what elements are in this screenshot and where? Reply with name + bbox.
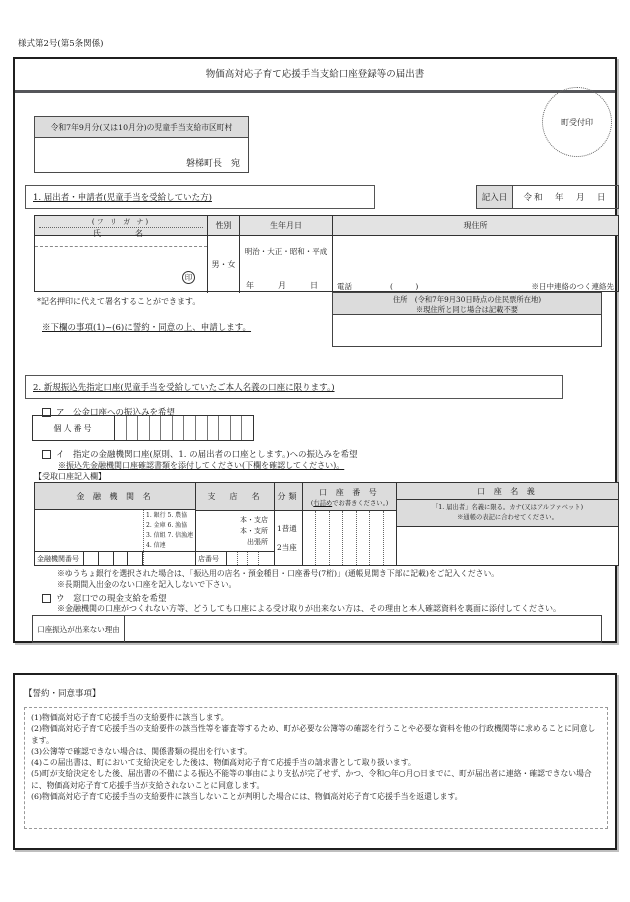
option-c-note: ※金融機関の口座がつくれない方等、どうしても口座による受け取りが出来ない方は、その理由と本人確認資料を裏面に添付してください。 <box>57 604 561 613</box>
dob-fields: 年 月 日 <box>246 281 326 290</box>
account-holder-column <box>397 483 618 565</box>
address-input-cell[interactable] <box>333 236 618 293</box>
branch-option-line[interactable]: 出張所 <box>247 537 268 546</box>
digit-cell[interactable] <box>115 416 127 440</box>
name-column-header <box>35 216 208 236</box>
fill-date-label: 記入日 <box>477 186 513 208</box>
no-transfer-reason-label: 口座振込が出来ない理由 <box>33 616 125 642</box>
individual-number-digits <box>115 416 253 440</box>
town-receipt-stamp-area <box>542 87 612 157</box>
digit-cell[interactable] <box>184 416 196 440</box>
account-number-note: (右詰めでお書きください。) <box>310 499 389 507</box>
account-number-digits <box>303 511 396 565</box>
option-b-checkbox[interactable] <box>42 450 51 459</box>
addressee-name: 磐梯町長 宛 <box>185 159 240 169</box>
pledge-heading: 【誓約・同意事項】 <box>24 689 101 699</box>
digit-cell[interactable] <box>99 552 114 565</box>
account-number-header: 口 座 番 号 (右詰めでお書きください。) <box>303 483 396 511</box>
digit-cell[interactable] <box>208 416 220 440</box>
branch-options <box>196 511 274 553</box>
bank-type-line: 1. 銀行 5. 農協 <box>146 512 188 520</box>
digit-cell[interactable] <box>343 511 356 565</box>
account-type-header: 分類 <box>275 483 302 511</box>
furigana-label: (フ リ ガ ナ) <box>39 217 203 228</box>
no-transfer-reason-input[interactable] <box>125 616 601 642</box>
branch-option-line[interactable]: 本・支所 <box>240 526 268 535</box>
option-b-row <box>42 448 358 460</box>
registered-address-header: 住所 (令和7年9月30日時点の住民票所在地) ※現住所と同じ場合は記載不要 <box>333 293 601 315</box>
individual-number-block <box>32 415 254 441</box>
pledge-item: (2)物価高対応子育て応援手当の支給要件の該当性等を審査等するため、町が必要な公簿等の確認を行うことや必要な資料を他の行政機関等に求めることに同意します。 <box>31 724 596 745</box>
digit-cell[interactable] <box>303 511 316 565</box>
digit-cell[interactable] <box>114 552 129 565</box>
main-form-box <box>13 57 617 643</box>
digit-cell[interactable] <box>330 511 343 565</box>
benefit-period-label: 令和7年9月分(又は10月分)の児童手当支給市区町村 <box>34 116 249 138</box>
bank-fill-caption: 【受取口座記入欄】 <box>34 472 106 481</box>
account-type-option[interactable]: 1普通 <box>277 524 297 533</box>
option-c-checkbox[interactable] <box>42 594 51 603</box>
pledge-reference-note: ※下欄の事項(1)~(6)に誓約・同意の上、申請します。 <box>42 323 252 333</box>
bank-code-row <box>35 552 195 565</box>
option-c-label: ウ 窓口での現金支給を希望 <box>56 594 167 604</box>
branch-option-line[interactable]: 本・支店 <box>240 515 268 524</box>
registered-address-box <box>332 292 602 347</box>
dormant-account-note: ※長期間入出金のない口座を記入しないで下さい。 <box>57 580 237 589</box>
dob-column-header: 生年月日 <box>240 216 333 236</box>
branch-column <box>196 483 275 565</box>
section2-heading: 2. 新規振込先指定口座(児童手当を受給していたご本人名義の口座に限ります。) <box>25 375 563 399</box>
option-b-label: イ 指定の金融機関口座(原則、1. の届出者の口座とします。)への振込みを希望 <box>56 450 358 460</box>
digit-cell[interactable] <box>384 511 396 565</box>
digit-cell[interactable] <box>242 416 253 440</box>
individual-number-label: 個人番号 <box>33 416 115 440</box>
furigana-input-area[interactable] <box>35 236 207 247</box>
account-type-options <box>275 511 302 565</box>
digit-cell[interactable] <box>219 416 231 440</box>
digit-cell[interactable] <box>248 552 259 565</box>
digit-cell[interactable] <box>161 416 173 440</box>
addressee-block <box>34 116 249 173</box>
pledge-item: (6)物価高対応子育て応援手当の支給要件に該当しないことが判明した場合には、物価高対応子育て応援手当を返還します。 <box>31 792 463 802</box>
bank-type-codes <box>143 510 195 551</box>
digit-cell[interactable] <box>84 552 99 565</box>
pledge-item: (1)物価高対応子育て応援手当の支給要件に該当します。 <box>31 713 229 722</box>
pledge-box <box>13 673 617 850</box>
address-column-header: 現住所 <box>333 216 618 236</box>
account-holder-header: 口 座 名 義 <box>397 483 618 500</box>
phone-note: ※日中連絡のつく連絡先 <box>531 282 614 291</box>
pledge-item: (5)町が支給決定をした後、届出書の不備による振込不能等の事由により支払が完了せず、かつ、令和○年○月○日までに、町が届出者に連絡・確認できない場合に、物価高対応子育て応援手当が支給されないことに同意します。 <box>31 769 592 790</box>
dob-input-cell[interactable] <box>240 236 333 293</box>
digit-cell[interactable] <box>316 511 329 565</box>
address-write-area[interactable] <box>333 236 618 281</box>
bank-name-body <box>35 510 195 552</box>
account-type-column <box>275 483 303 565</box>
fill-date-input[interactable]: 令和 年 月 日 <box>523 193 608 203</box>
bank-name-input[interactable] <box>35 510 143 551</box>
digit-cell[interactable] <box>370 511 383 565</box>
option-a-label: ア 公金口座への振込みを希望 <box>56 408 176 418</box>
name-label: 氏 名 <box>93 229 149 238</box>
seal-mark: 印 <box>182 271 195 284</box>
fill-date-block <box>476 185 619 209</box>
digit-cell[interactable] <box>150 416 162 440</box>
yucho-note: ※ゆうちょ銀行を選択された場合は、「振込用の店名・預金種目・口座番号(7桁)」(通帳見開き下部に記載)をご記入ください。 <box>57 569 500 578</box>
option-b-note: ※振込先金融機関口座確認書類を添付してください(下欄を確認してください)。 <box>58 461 345 470</box>
phone-label: 電話 <box>337 282 352 291</box>
phone-parens: ( ) <box>390 282 419 291</box>
bank-name-column <box>35 483 196 565</box>
branch-code-label: 店番号 <box>198 554 219 563</box>
bank-type-line: 2. 金庫 6. 漁協 <box>146 522 188 530</box>
digit-cell[interactable] <box>196 416 208 440</box>
digit-cell[interactable] <box>357 511 370 565</box>
digit-cell[interactable] <box>128 552 143 565</box>
registered-address-input[interactable] <box>333 315 601 347</box>
digit-cell[interactable] <box>227 552 238 565</box>
section1-heading: 1. 届出者・申請者(児童手当を受給していた方) <box>25 185 375 209</box>
digit-cell[interactable] <box>231 416 243 440</box>
no-transfer-reason-block <box>32 615 602 643</box>
branch-code-row <box>196 552 274 565</box>
pledge-item: (3)公簿等で確認できない場合は、関係書類の提出を行います。 <box>31 746 252 756</box>
digit-cell[interactable] <box>238 552 249 565</box>
bank-type-line: 3. 信組 7. 信漁連 <box>146 532 194 540</box>
bank-code-digits <box>83 552 143 565</box>
branch-code-digits <box>226 552 259 565</box>
sex-select-cell[interactable]: 男・女 <box>208 236 240 293</box>
branch-header: 支 店 名 <box>196 483 274 511</box>
era-options[interactable]: 明治・大正・昭和・平成 <box>244 247 328 256</box>
digit-cell[interactable] <box>138 416 150 440</box>
pledge-item: (4)この届出書は、町において支給決定をした後は、物価高対応子育て応援手当の請求書として取り扱います。 <box>31 758 416 768</box>
digit-cell[interactable] <box>127 416 139 440</box>
pledge-items <box>24 707 608 829</box>
bank-name-header: 金 融 機 関 名 <box>35 483 195 510</box>
bank-type-line: 4. 信連 <box>146 542 166 550</box>
digit-cell[interactable] <box>173 416 185 440</box>
applicant-table <box>34 215 619 292</box>
bank-code-spacer <box>143 552 195 565</box>
account-holder-input[interactable] <box>397 527 618 565</box>
sex-column-header: 性別 <box>208 216 240 236</box>
name-input-cell[interactable] <box>35 236 208 293</box>
bank-account-table <box>34 482 619 566</box>
account-type-option[interactable]: 2当座 <box>277 543 297 552</box>
addressee-field[interactable] <box>34 138 249 173</box>
bank-code-label: 金融機関番号 <box>37 554 79 563</box>
signature-note: *記名押印に代えて署名することができます。 <box>37 297 201 306</box>
form-code: 様式第2号(第5条関係) <box>18 39 104 49</box>
form-title: 物価高対応子育て応援手当支給口座登録等の届出書 <box>15 59 615 93</box>
stamp-label: 町受付印 <box>561 117 593 127</box>
account-holder-note: 「1. 届出者」名義に限る。カナ(又はアルファベット) ※通帳の表記に合わせてください。 <box>397 500 618 527</box>
account-number-column <box>303 483 397 565</box>
